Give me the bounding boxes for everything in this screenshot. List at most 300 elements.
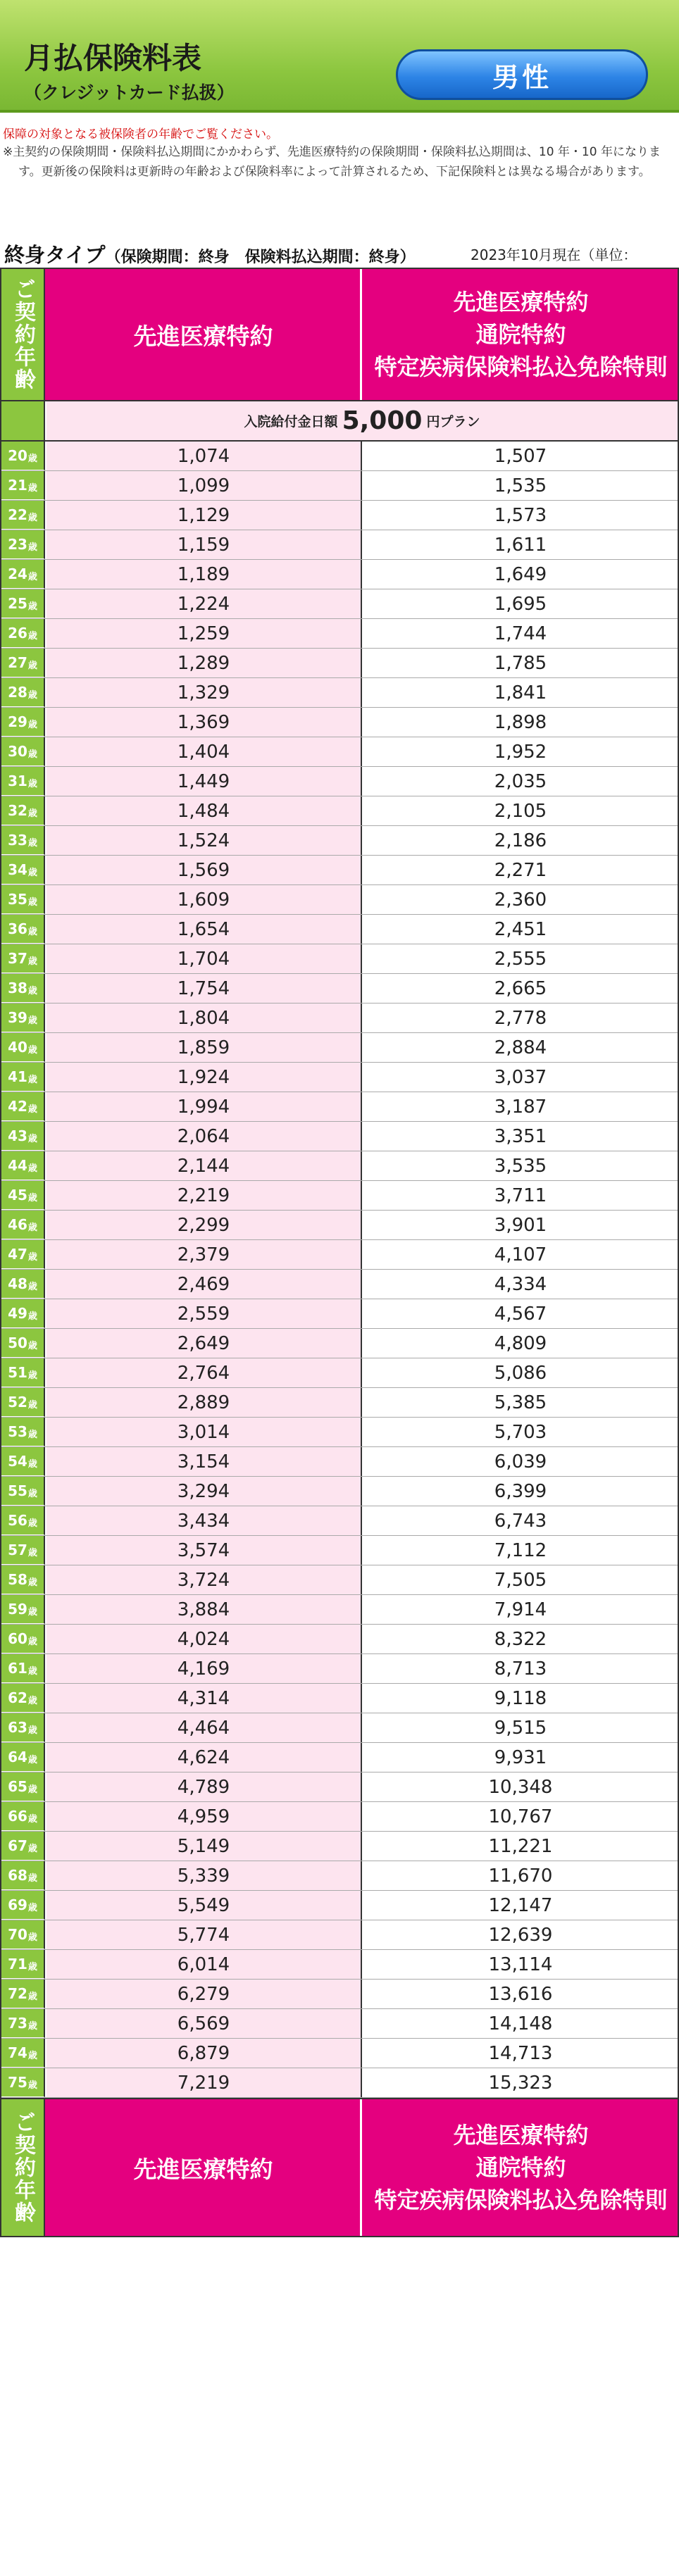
age-suffix: 歳: [27, 1547, 37, 1558]
age-suffix: 歳: [27, 808, 37, 819]
age-cell: [1, 1003, 45, 1032]
section-title: [4, 239, 416, 268]
age-cell: [1, 649, 45, 677]
notice-red: 保障の対象となる被保険者の年齢でご覧ください。: [3, 127, 278, 142]
age-suffix: 歳: [27, 1577, 37, 1588]
premium-col2-cell: 6,399: [363, 1477, 678, 1506]
age-suffix: 歳: [27, 1932, 37, 1943]
plan-amount: 5,000: [342, 406, 423, 435]
age-suffix: 歳: [27, 956, 37, 967]
notice-text: ※主契約の保険期間・保険料払込期間にかかわらず、先進医療特約の保険期間・保険料払込期間は、10 年・10 年になります。更新後の保険料は更新時の年齢および保険料率によって計算されるため、下記保険料とは異なる場合があります。: [3, 145, 661, 179]
table-row: [1, 1920, 678, 1950]
premium-col2-cell: 2,451: [363, 915, 678, 944]
premium-col2-cell: 2,665: [363, 974, 678, 1003]
premium-col1-cell: 1,159: [46, 530, 362, 559]
premium-col2-cell: 2,778: [363, 1003, 678, 1032]
premium-col1-cell: 3,434: [46, 1506, 362, 1535]
age-suffix: 歳: [27, 1192, 37, 1203]
age-suffix: 歳: [27, 837, 37, 849]
table-row: [1, 1743, 678, 1772]
age-cell: [1, 501, 45, 530]
premium-col1-cell: 2,889: [46, 1388, 362, 1417]
premium-col2-cell: 14,148: [363, 2009, 678, 2038]
age-suffix: 歳: [27, 1163, 37, 1174]
age-value: 53: [8, 1423, 27, 1440]
age-cell: [1, 1092, 45, 1121]
premium-col1-cell: 2,764: [46, 1358, 362, 1387]
age-suffix: 歳: [27, 1606, 37, 1618]
premium-col2-cell: 7,112: [363, 1536, 678, 1565]
premium-col2-cell: 1,611: [363, 530, 678, 559]
premium-col1-cell: 3,154: [46, 1447, 362, 1476]
page-title: 月払保険料表: [24, 41, 202, 75]
age-suffix: 歳: [27, 1902, 37, 1913]
age-cell: [1, 589, 45, 618]
age-value: 64: [8, 1749, 27, 1765]
premium-col2-cell: 2,555: [363, 944, 678, 973]
table-row: [1, 1447, 678, 1477]
table-row: [1, 1270, 678, 1299]
table-header: [0, 268, 679, 401]
age-cell: [1, 1743, 45, 1772]
age-value: 34: [8, 861, 27, 878]
plan-label: [46, 401, 678, 440]
age-value: 50: [8, 1334, 27, 1351]
age-value: 48: [8, 1275, 27, 1292]
age-suffix: 歳: [27, 1813, 37, 1825]
age-value: 59: [8, 1601, 27, 1618]
table-body: [0, 442, 679, 2098]
premium-col2-cell: 6,743: [363, 1506, 678, 1535]
age-value: 56: [8, 1512, 27, 1529]
table-row: [1, 974, 678, 1003]
table-row: [1, 471, 678, 501]
age-value: 29: [8, 713, 27, 730]
age-cell: [1, 1772, 45, 1801]
premium-col1-cell: 2,219: [46, 1181, 362, 1210]
age-suffix: 歳: [27, 1399, 37, 1411]
table-row: [1, 796, 678, 826]
table-row: [1, 708, 678, 737]
age-cell: [1, 1920, 45, 1949]
age-value: 73: [8, 2015, 27, 2032]
age-suffix: 歳: [27, 512, 37, 523]
age-cell: [1, 2009, 45, 2038]
premium-col2-cell: 9,931: [363, 1743, 678, 1772]
age-suffix: 歳: [27, 1133, 37, 1144]
age-value: 28: [8, 684, 27, 701]
age-value: 55: [8, 1482, 27, 1499]
table-row: [1, 1980, 678, 2009]
premium-col1-cell: 1,224: [46, 589, 362, 618]
table-row: [1, 1713, 678, 1743]
age-suffix: 歳: [27, 1961, 37, 1972]
premium-col1-cell: 4,959: [46, 1802, 362, 1831]
age-suffix: 歳: [27, 778, 37, 789]
age-cell: [1, 974, 45, 1003]
age-suffix: 歳: [27, 571, 37, 582]
premium-col1-cell: 1,329: [46, 678, 362, 707]
age-suffix: 歳: [27, 1281, 37, 1292]
age-value: 39: [8, 1009, 27, 1026]
age-value: 24: [8, 565, 27, 582]
table-row: [1, 619, 678, 649]
table-row: [1, 1299, 678, 1329]
age-suffix: 歳: [27, 1311, 37, 1322]
premium-col2-cell: 1,785: [363, 649, 678, 677]
gender-male-button[interactable]: 男性: [396, 49, 648, 100]
premium-col1-cell: 1,859: [46, 1033, 362, 1062]
premium-col1-cell: 4,624: [46, 1743, 362, 1772]
age-value: 57: [8, 1542, 27, 1558]
age-cell: [1, 530, 45, 559]
age-suffix: 歳: [27, 1015, 37, 1026]
table-row: [1, 1388, 678, 1418]
premium-col1-cell: 1,654: [46, 915, 362, 944]
premium-col1-cell: 1,099: [46, 471, 362, 500]
age-value: 35: [8, 891, 27, 908]
table-row: [1, 1477, 678, 1506]
age-cell: [1, 2068, 45, 2097]
age-cell: [1, 1565, 45, 1594]
age-suffix: 歳: [27, 601, 37, 612]
age-value: 67: [8, 1837, 27, 1854]
premium-col2-cell: 13,616: [363, 1980, 678, 2008]
age-cell: [1, 1270, 45, 1299]
age-cell: [1, 1477, 45, 1506]
premium-col2-cell: 8,713: [363, 1654, 678, 1683]
premium-col2-cell: 7,914: [363, 1595, 678, 1624]
age-cell: [1, 885, 45, 914]
premium-col1-cell: 1,994: [46, 1092, 362, 1121]
table-row: [1, 589, 678, 619]
table-row: [1, 1861, 678, 1891]
col2-footer-line: 通院特約: [475, 2154, 566, 2181]
table-row: [1, 1063, 678, 1092]
col1-header: 先進医療特約: [46, 269, 362, 400]
premium-col1-cell: 4,169: [46, 1654, 362, 1683]
age-cell: [1, 1684, 45, 1713]
premium-col2-cell: 9,118: [363, 1684, 678, 1713]
age-suffix: 歳: [27, 896, 37, 908]
premium-col2-cell: 4,334: [363, 1270, 678, 1299]
premium-col2-cell: 1,952: [363, 737, 678, 766]
age-suffix: 歳: [27, 1429, 37, 1440]
premium-col2-cell: 11,670: [363, 1861, 678, 1890]
table-row: [1, 1003, 678, 1033]
table-row: [1, 442, 678, 471]
premium-col1-cell: 1,449: [46, 767, 362, 796]
age-cell: [1, 1832, 45, 1861]
premium-col1-cell: 1,484: [46, 796, 362, 825]
age-suffix: 歳: [27, 1488, 37, 1499]
premium-col2-cell: 1,535: [363, 471, 678, 500]
premium-col2-cell: 1,573: [363, 501, 678, 530]
age-cell: [1, 1506, 45, 1535]
premium-col1-cell: 1,704: [46, 944, 362, 973]
table-row: [1, 1565, 678, 1595]
premium-col2-cell: 7,505: [363, 1565, 678, 1594]
premium-col1-cell: 4,464: [46, 1713, 362, 1742]
premium-col2-cell: 3,535: [363, 1151, 678, 1180]
age-cell: [1, 1299, 45, 1328]
age-value: 62: [8, 1689, 27, 1706]
age-value: 21: [8, 477, 27, 494]
premium-col1-cell: 5,149: [46, 1832, 362, 1861]
age-value: 20: [8, 447, 27, 464]
age-column-header: [1, 269, 45, 400]
premium-col1-cell: 6,569: [46, 2009, 362, 2038]
age-value: 42: [8, 1098, 27, 1115]
age-cell: [1, 826, 45, 855]
premium-col1-cell: 2,064: [46, 1122, 362, 1151]
premium-col2-cell: 8,322: [363, 1625, 678, 1653]
table-row: [1, 1151, 678, 1181]
premium-col1-cell: 1,259: [46, 619, 362, 648]
age-cell: [1, 1595, 45, 1624]
premium-col2-cell: 3,351: [363, 1122, 678, 1151]
age-suffix: 歳: [27, 1695, 37, 1706]
age-cell: [1, 1861, 45, 1890]
age-suffix: 歳: [27, 660, 37, 671]
age-suffix: 歳: [27, 2020, 37, 2032]
age-cell: [1, 2039, 45, 2068]
age-suffix: 歳: [27, 1340, 37, 1351]
age-cell: [1, 1891, 45, 1920]
premium-col2-cell: 3,037: [363, 1063, 678, 1092]
plan-suffix: 円プラン: [426, 414, 480, 430]
premium-col1-cell: 1,754: [46, 974, 362, 1003]
age-suffix: 歳: [27, 1991, 37, 2002]
premium-col1-cell: 1,289: [46, 649, 362, 677]
age-value: 27: [8, 654, 27, 671]
table-row: [1, 560, 678, 589]
age-cell: [1, 796, 45, 825]
table-row: [1, 1122, 678, 1151]
age-value: 75: [8, 2074, 27, 2091]
plan-row: [0, 401, 679, 442]
section-title-detail: （保険期間：終身 保険料払込期間：終身）: [105, 249, 416, 266]
table-row: [1, 2009, 678, 2039]
age-value: 22: [8, 506, 27, 523]
age-value: 66: [8, 1808, 27, 1825]
age-cell: [1, 1063, 45, 1092]
age-header-label: ご契約年齢: [11, 278, 35, 391]
age-value: 41: [8, 1068, 27, 1085]
table-row: [1, 885, 678, 915]
table-row: [1, 1240, 678, 1270]
premium-col2-cell: 12,147: [363, 1891, 678, 1920]
age-value: 74: [8, 2044, 27, 2061]
age-cell: [1, 1980, 45, 2008]
premium-col1-cell: 4,024: [46, 1625, 362, 1653]
table-row: [1, 1891, 678, 1920]
table-row: [1, 1181, 678, 1211]
premium-col1-cell: 1,524: [46, 826, 362, 855]
table-row: [1, 1684, 678, 1713]
age-cell: [1, 1713, 45, 1742]
premium-col2-cell: 1,507: [363, 442, 678, 470]
col2-footer-line: 特定疾病保険料払込免除特則: [374, 2187, 668, 2213]
age-value: 65: [8, 1778, 27, 1795]
age-value: 45: [8, 1187, 27, 1203]
age-column-footer: [1, 2099, 45, 2236]
age-value: 26: [8, 625, 27, 642]
premium-col2-cell: 2,035: [363, 767, 678, 796]
age-cell: [1, 708, 45, 737]
premium-col1-cell: 7,219: [46, 2068, 362, 2097]
premium-col1-cell: 5,549: [46, 1891, 362, 1920]
age-suffix: 歳: [27, 1458, 37, 1470]
age-suffix: 歳: [27, 1665, 37, 1677]
table-row: [1, 1772, 678, 1802]
age-value: 70: [8, 1926, 27, 1943]
age-suffix: 歳: [27, 985, 37, 996]
premium-col1-cell: 3,014: [46, 1418, 362, 1446]
age-suffix: 歳: [27, 867, 37, 878]
age-cell: [1, 1151, 45, 1180]
table-row: [1, 1092, 678, 1122]
premium-col1-cell: 6,879: [46, 2039, 362, 2068]
table-row: [1, 826, 678, 856]
age-cell: [1, 678, 45, 707]
table-row: [1, 501, 678, 530]
premium-col1-cell: 1,404: [46, 737, 362, 766]
table-row: [1, 1654, 678, 1684]
table-row: [1, 2068, 678, 2098]
premium-col1-cell: 1,609: [46, 885, 362, 914]
age-suffix: 歳: [27, 926, 37, 937]
premium-col1-cell: 1,804: [46, 1003, 362, 1032]
premium-col2-cell: 11,221: [363, 1832, 678, 1861]
age-value: 33: [8, 832, 27, 849]
premium-col2-cell: 10,767: [363, 1802, 678, 1831]
premium-col2-cell: 3,187: [363, 1092, 678, 1121]
premium-col2-cell: 1,695: [363, 589, 678, 618]
age-suffix: 歳: [27, 1251, 37, 1263]
header-banner: [0, 0, 679, 113]
age-cell: [1, 1536, 45, 1565]
age-cell: [1, 471, 45, 500]
premium-col1-cell: 3,884: [46, 1595, 362, 1624]
premium-col1-cell: 5,339: [46, 1861, 362, 1890]
age-cell: [1, 767, 45, 796]
premium-col1-cell: 1,189: [46, 560, 362, 589]
premium-col1-cell: 6,014: [46, 1950, 362, 1979]
table-row: [1, 1211, 678, 1240]
premium-col1-cell: 2,144: [46, 1151, 362, 1180]
age-cell: [1, 560, 45, 589]
age-suffix: 歳: [27, 1754, 37, 1765]
age-value: 69: [8, 1896, 27, 1913]
age-cell: [1, 1122, 45, 1151]
table-row: [1, 1506, 678, 1536]
table-row: [1, 1418, 678, 1447]
premium-col2-cell: 2,186: [363, 826, 678, 855]
age-value: 58: [8, 1571, 27, 1588]
section-title-main: 終身タイプ: [4, 243, 106, 267]
age-value: 23: [8, 536, 27, 553]
table-row: [1, 944, 678, 974]
age-suffix: 歳: [27, 482, 37, 494]
age-cell: [1, 1181, 45, 1210]
premium-col2-cell: 1,898: [363, 708, 678, 737]
age-value: 54: [8, 1453, 27, 1470]
as-of-date: 2023年10月現在（単位：: [471, 246, 637, 263]
premium-col2-cell: 1,744: [363, 619, 678, 648]
premium-col2-cell: 6,039: [363, 1447, 678, 1476]
age-suffix: 歳: [27, 1636, 37, 1647]
premium-col2-cell: 5,385: [363, 1388, 678, 1417]
age-suffix: 歳: [27, 630, 37, 642]
age-value: 44: [8, 1157, 27, 1174]
premium-col2-cell: 14,713: [363, 2039, 678, 2068]
age-value: 71: [8, 1956, 27, 1972]
age-value: 40: [8, 1039, 27, 1056]
table-row: [1, 1033, 678, 1063]
age-value: 31: [8, 773, 27, 789]
premium-col2-cell: 2,271: [363, 856, 678, 884]
age-suffix: 歳: [27, 1725, 37, 1736]
premium-col1-cell: 3,724: [46, 1565, 362, 1594]
table-row: [1, 915, 678, 944]
age-value: 46: [8, 1216, 27, 1233]
premium-col2-cell: 2,105: [363, 796, 678, 825]
age-suffix: 歳: [27, 1784, 37, 1795]
table-row: [1, 649, 678, 678]
table-row: [1, 1595, 678, 1625]
premium-col2-cell: 4,107: [363, 1240, 678, 1269]
age-cell: [1, 1388, 45, 1417]
premium-col2-cell: 2,360: [363, 885, 678, 914]
age-suffix: 歳: [27, 542, 37, 553]
age-suffix: 歳: [27, 749, 37, 760]
premium-col1-cell: 1,369: [46, 708, 362, 737]
age-cell: [1, 944, 45, 973]
table-row: [1, 2039, 678, 2068]
age-cell: [1, 1625, 45, 1653]
table-row: [1, 1536, 678, 1565]
premium-col2-cell: 12,639: [363, 1920, 678, 1949]
premium-col1-cell: 2,299: [46, 1211, 362, 1239]
premium-col1-cell: 3,294: [46, 1477, 362, 1506]
age-suffix: 歳: [27, 453, 37, 464]
premium-col1-cell: 1,569: [46, 856, 362, 884]
age-value: 61: [8, 1660, 27, 1677]
age-suffix: 歳: [27, 1103, 37, 1115]
premium-col2-cell: 9,515: [363, 1713, 678, 1742]
age-value: 25: [8, 595, 27, 612]
age-value: 36: [8, 920, 27, 937]
age-cell: [1, 856, 45, 884]
age-cell: [1, 1329, 45, 1358]
table-row: [1, 1625, 678, 1654]
age-suffix: 歳: [27, 1044, 37, 1056]
table-row: [1, 1802, 678, 1832]
premium-col1-cell: 6,279: [46, 1980, 362, 2008]
age-suffix: 歳: [27, 1518, 37, 1529]
premium-col1-cell: 2,649: [46, 1329, 362, 1358]
table-row: [1, 737, 678, 767]
table-row: [1, 1329, 678, 1358]
table-row: [1, 1832, 678, 1861]
premium-col1-cell: 1,074: [46, 442, 362, 470]
age-cell: [1, 1211, 45, 1239]
table-row: [1, 856, 678, 885]
age-value: 49: [8, 1305, 27, 1322]
age-value: 30: [8, 743, 27, 760]
age-cell: [1, 1447, 45, 1476]
